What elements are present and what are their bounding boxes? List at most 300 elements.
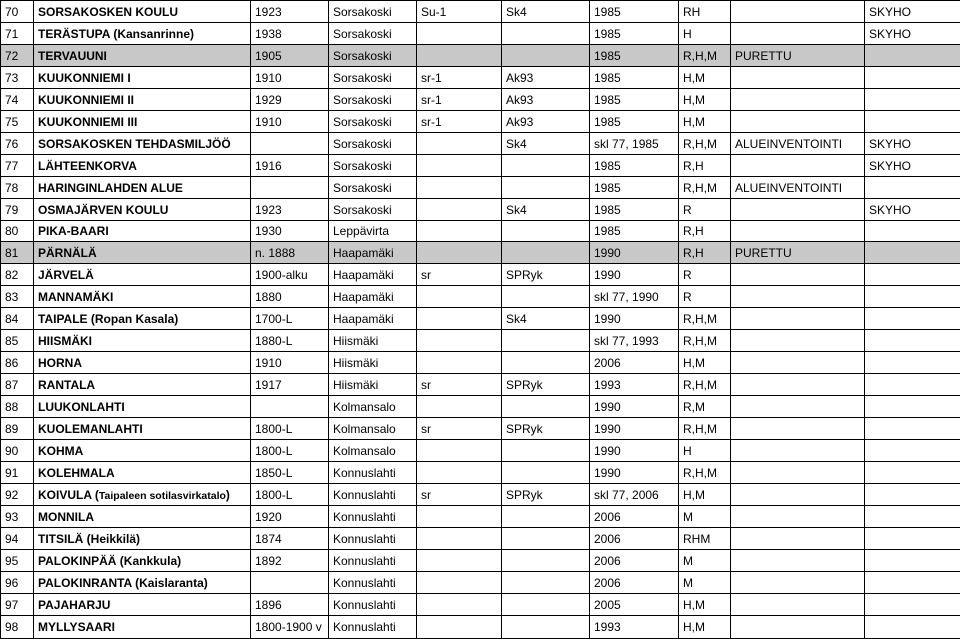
- inventory-type-cell: R: [679, 264, 731, 286]
- table-row: [1, 23, 960, 45]
- row-number-cell: 70: [1, 1, 34, 23]
- inventory-type-cell: R,M: [679, 396, 731, 418]
- inventory-type-cell: R,H,M: [679, 418, 731, 440]
- location-cell: Sorsakoski: [329, 45, 417, 67]
- inventory-type-cell: H,M: [679, 352, 731, 374]
- status-note-cell: [731, 396, 865, 418]
- building-name-cell: [34, 155, 251, 177]
- inventory-type-cell: M: [679, 506, 731, 528]
- survey-year-cell: 1985: [590, 177, 679, 199]
- location-cell: Hiismäki: [329, 352, 417, 374]
- survey-year-cell: 1985: [590, 199, 679, 221]
- inventory-type-cell: R,H,M: [679, 177, 731, 199]
- table-row: [1, 199, 960, 221]
- building-name-text: JÄRVELÄ: [38, 268, 94, 282]
- build-year-cell: 1917: [251, 374, 329, 396]
- protection-cell: SKYHO: [865, 23, 960, 45]
- class-code-cell: [417, 155, 502, 177]
- status-note-cell: [731, 264, 865, 286]
- plan-code-cell: [502, 352, 590, 374]
- building-name-text: KUUKONNIEMI I: [38, 71, 131, 85]
- building-name-cell: [34, 594, 251, 616]
- status-note-cell: [731, 462, 865, 484]
- building-name-cell: [34, 396, 251, 418]
- building-name-text: OSMAJÄRVEN KOULU: [38, 203, 168, 217]
- plan-code-cell: [502, 506, 590, 528]
- protection-cell: [865, 462, 960, 484]
- build-year-cell: 1923: [251, 199, 329, 221]
- plan-code-cell: [502, 221, 590, 242]
- protection-cell: [865, 396, 960, 418]
- building-name-text: MANNAMÄKI: [38, 290, 113, 304]
- building-name-cell: [34, 352, 251, 374]
- inventory-type-cell: H: [679, 440, 731, 462]
- building-name-cell: [34, 484, 251, 506]
- location-cell: Sorsakoski: [329, 155, 417, 177]
- table-row: [1, 352, 960, 374]
- building-name-cell: [34, 67, 251, 89]
- build-year-cell: 1800-L: [251, 418, 329, 440]
- building-name-cell: [34, 133, 251, 155]
- building-name-cell: [34, 111, 251, 133]
- status-note-cell: [731, 440, 865, 462]
- table-row: [1, 111, 960, 133]
- table-row: [1, 308, 960, 330]
- table-row: [1, 616, 960, 639]
- building-name-cell: [34, 45, 251, 67]
- class-code-cell: sr: [417, 264, 502, 286]
- survey-year-cell: 1990: [590, 308, 679, 330]
- row-number-cell: 90: [1, 440, 34, 462]
- building-name-cell: [34, 462, 251, 484]
- build-year-cell: 1896: [251, 594, 329, 616]
- inventory-type-cell: R,H,M: [679, 133, 731, 155]
- protection-cell: SKYHO: [865, 199, 960, 221]
- row-number-cell: 91: [1, 462, 34, 484]
- build-year-cell: 1938: [251, 23, 329, 45]
- location-cell: Sorsakoski: [329, 111, 417, 133]
- building-name-text: KOLEHMALA: [38, 466, 115, 480]
- status-note-cell: [731, 506, 865, 528]
- protection-cell: [865, 286, 960, 308]
- protection-cell: [865, 440, 960, 462]
- class-code-cell: [417, 352, 502, 374]
- inventory-type-cell: R,H: [679, 242, 731, 264]
- row-number-cell: 87: [1, 374, 34, 396]
- plan-code-cell: Sk4: [502, 133, 590, 155]
- build-year-cell: 1929: [251, 89, 329, 111]
- class-code-cell: [417, 133, 502, 155]
- status-note-cell: [731, 330, 865, 352]
- build-year-cell: [251, 396, 329, 418]
- class-code-cell: [417, 440, 502, 462]
- building-name-cell: [34, 616, 251, 639]
- building-name-cell: [34, 330, 251, 352]
- survey-year-cell: 1985: [590, 1, 679, 23]
- building-name-cell: [34, 506, 251, 528]
- table-row: [1, 462, 960, 484]
- building-name-cell: [34, 264, 251, 286]
- building-name-text: KUUKONNIEMI II: [38, 93, 134, 107]
- table-row: [1, 133, 960, 155]
- status-note-cell: [731, 352, 865, 374]
- location-cell: Konnuslahti: [329, 572, 417, 594]
- row-number-cell: 83: [1, 286, 34, 308]
- location-cell: Konnuslahti: [329, 528, 417, 550]
- protection-cell: [865, 418, 960, 440]
- row-number-cell: 84: [1, 308, 34, 330]
- row-number-cell: 88: [1, 396, 34, 418]
- plan-code-cell: Ak93: [502, 89, 590, 111]
- survey-year-cell: 1990: [590, 418, 679, 440]
- build-year-cell: 1910: [251, 67, 329, 89]
- row-number-cell: 76: [1, 133, 34, 155]
- survey-year-cell: skl 77, 1990: [590, 286, 679, 308]
- protection-cell: SKYHO: [865, 1, 960, 23]
- plan-code-cell: [502, 550, 590, 572]
- row-number-cell: 74: [1, 89, 34, 111]
- protection-cell: SKYHO: [865, 155, 960, 177]
- table-row: [1, 264, 960, 286]
- row-number-cell: 85: [1, 330, 34, 352]
- survey-year-cell: 1990: [590, 242, 679, 264]
- location-cell: Haapamäki: [329, 308, 417, 330]
- survey-year-cell: 1985: [590, 111, 679, 133]
- build-year-cell: 1916: [251, 155, 329, 177]
- class-code-cell: [417, 177, 502, 199]
- location-cell: Leppävirta: [329, 221, 417, 242]
- survey-year-cell: 1985: [590, 89, 679, 111]
- build-year-cell: 1880-L: [251, 330, 329, 352]
- build-year-cell: 1892: [251, 550, 329, 572]
- inventory-type-cell: H,M: [679, 89, 731, 111]
- building-name-text: KUOLEMANLAHTI: [38, 422, 143, 436]
- table-row: [1, 45, 960, 67]
- status-note-cell: [731, 616, 865, 639]
- class-code-cell: sr: [417, 374, 502, 396]
- row-number-cell: 73: [1, 67, 34, 89]
- table-row: [1, 572, 960, 594]
- survey-year-cell: 1990: [590, 440, 679, 462]
- inventory-type-cell: R,H,M: [679, 330, 731, 352]
- build-year-cell: [251, 177, 329, 199]
- inventory-type-cell: R,H,M: [679, 374, 731, 396]
- inventory-type-cell: R: [679, 199, 731, 221]
- table-row: [1, 374, 960, 396]
- location-cell: Hiismäki: [329, 374, 417, 396]
- building-name-cell: [34, 550, 251, 572]
- building-name-text: HIISMÄKI: [38, 334, 92, 348]
- build-year-cell: 1920: [251, 506, 329, 528]
- row-number-cell: 97: [1, 594, 34, 616]
- inventory-type-cell: R,H: [679, 155, 731, 177]
- class-code-cell: [417, 572, 502, 594]
- build-year-cell: 1900-alku: [251, 264, 329, 286]
- build-year-cell: 1910: [251, 111, 329, 133]
- protection-cell: [865, 45, 960, 67]
- survey-year-cell: skl 77, 1985: [590, 133, 679, 155]
- building-name-text: HORNA: [38, 356, 82, 370]
- survey-year-cell: 1985: [590, 45, 679, 67]
- survey-year-cell: 1990: [590, 264, 679, 286]
- status-note-cell: [731, 308, 865, 330]
- protection-cell: [865, 242, 960, 264]
- building-name-text: TAIPALE (Ropan Kasala): [38, 312, 178, 326]
- survey-year-cell: 2006: [590, 550, 679, 572]
- status-note-cell: [731, 484, 865, 506]
- row-number-cell: 81: [1, 242, 34, 264]
- protection-cell: [865, 550, 960, 572]
- building-name-cell: [34, 572, 251, 594]
- row-number-cell: 89: [1, 418, 34, 440]
- class-code-cell: sr-1: [417, 67, 502, 89]
- building-name-text: PALOKINRANTA (Kaislaranta): [38, 576, 208, 590]
- building-name-cell: [34, 177, 251, 199]
- inventory-type-cell: H,M: [679, 67, 731, 89]
- inventory-type-cell: R,H,M: [679, 308, 731, 330]
- build-year-cell: 1700-L: [251, 308, 329, 330]
- plan-code-cell: [502, 286, 590, 308]
- plan-code-cell: [502, 242, 590, 264]
- class-code-cell: [417, 330, 502, 352]
- table-row: [1, 550, 960, 572]
- build-year-cell: 1880: [251, 286, 329, 308]
- row-number-cell: 92: [1, 484, 34, 506]
- class-code-cell: sr: [417, 484, 502, 506]
- table-row: [1, 221, 960, 242]
- table-row: [1, 484, 960, 506]
- survey-year-cell: 1985: [590, 221, 679, 242]
- building-name-text: PALOKINPÄÄ (Kankkula): [38, 554, 181, 568]
- building-name-text: KUUKONNIEMI III: [38, 115, 137, 129]
- table-row: [1, 242, 960, 264]
- class-code-cell: [417, 594, 502, 616]
- table-row: [1, 89, 960, 111]
- inventory-type-cell: R,H,M: [679, 45, 731, 67]
- plan-code-cell: Ak93: [502, 111, 590, 133]
- build-year-cell: 1910: [251, 352, 329, 374]
- status-note-cell: [731, 286, 865, 308]
- status-note-cell: [731, 1, 865, 23]
- inventory-type-cell: R: [679, 286, 731, 308]
- building-name-cell: [34, 221, 251, 242]
- protection-cell: [865, 221, 960, 242]
- survey-year-cell: 1993: [590, 616, 679, 639]
- row-number-cell: 95: [1, 550, 34, 572]
- protection-cell: SKYHO: [865, 133, 960, 155]
- survey-year-cell: 2006: [590, 572, 679, 594]
- building-name-text: PÄRNÄLÄ: [38, 246, 97, 260]
- survey-year-cell: 1985: [590, 67, 679, 89]
- build-year-cell: 1905: [251, 45, 329, 67]
- building-name-cell: [34, 23, 251, 45]
- build-year-cell: 1930: [251, 221, 329, 242]
- plan-code-cell: [502, 155, 590, 177]
- build-year-cell: 1874: [251, 528, 329, 550]
- protection-cell: [865, 111, 960, 133]
- row-number-cell: 93: [1, 506, 34, 528]
- table-row: [1, 155, 960, 177]
- plan-code-cell: SPRyk: [502, 418, 590, 440]
- plan-code-cell: [502, 462, 590, 484]
- row-number-cell: 72: [1, 45, 34, 67]
- plan-code-cell: [502, 528, 590, 550]
- class-code-cell: [417, 528, 502, 550]
- location-cell: Sorsakoski: [329, 133, 417, 155]
- row-number-cell: 79: [1, 199, 34, 221]
- table-row: [1, 286, 960, 308]
- status-note-cell: ALUEINVENTOINTI: [731, 133, 865, 155]
- survey-year-cell: 2006: [590, 528, 679, 550]
- building-name-cell: [34, 528, 251, 550]
- building-name-text: KOHMA: [38, 444, 83, 458]
- row-number-cell: 82: [1, 264, 34, 286]
- row-number-cell: 86: [1, 352, 34, 374]
- building-name-text: HARINGINLAHDEN ALUE: [38, 181, 183, 195]
- protection-cell: [865, 67, 960, 89]
- row-number-cell: 75: [1, 111, 34, 133]
- survey-year-cell: 1990: [590, 462, 679, 484]
- table-row: [1, 506, 960, 528]
- protection-cell: [865, 528, 960, 550]
- build-year-cell: [251, 133, 329, 155]
- protection-cell: [865, 572, 960, 594]
- plan-code-cell: SPRyk: [502, 264, 590, 286]
- plan-code-cell: Ak93: [502, 67, 590, 89]
- location-cell: Haapamäki: [329, 286, 417, 308]
- location-cell: Kolmansalo: [329, 396, 417, 418]
- table-row: [1, 528, 960, 550]
- plan-code-cell: Sk4: [502, 1, 590, 23]
- survey-year-cell: 2006: [590, 352, 679, 374]
- building-name-text: MYLLYSAARI: [38, 620, 115, 634]
- building-name-tail: ): [226, 488, 230, 502]
- table-row: [1, 418, 960, 440]
- inventory-type-cell: H,M: [679, 594, 731, 616]
- survey-year-cell: 2006: [590, 506, 679, 528]
- inventory-type-cell: H: [679, 23, 731, 45]
- survey-year-cell: 1990: [590, 396, 679, 418]
- class-code-cell: [417, 242, 502, 264]
- inventory-type-cell: M: [679, 550, 731, 572]
- class-code-cell: [417, 45, 502, 67]
- status-note-cell: [731, 111, 865, 133]
- status-note-cell: [731, 594, 865, 616]
- inventory-type-cell: RHM: [679, 528, 731, 550]
- table-row: [1, 1, 960, 23]
- location-cell: Kolmansalo: [329, 418, 417, 440]
- location-cell: Sorsakoski: [329, 89, 417, 111]
- status-note-cell: [731, 199, 865, 221]
- class-code-cell: [417, 550, 502, 572]
- building-name-cell: [34, 199, 251, 221]
- location-cell: Sorsakoski: [329, 67, 417, 89]
- building-name-text: RANTALA: [38, 378, 95, 392]
- status-note-cell: [731, 155, 865, 177]
- building-name-text: SORSAKOSKEN KOULU: [38, 5, 178, 19]
- table-row: [1, 67, 960, 89]
- survey-year-cell: skl 77, 2006: [590, 484, 679, 506]
- plan-code-cell: [502, 440, 590, 462]
- status-note-cell: [731, 89, 865, 111]
- status-note-cell: [731, 67, 865, 89]
- location-cell: Konnuslahti: [329, 506, 417, 528]
- building-name-text: SORSAKOSKEN TEHDASMILJÖÖ: [38, 137, 231, 151]
- building-name-cell: [34, 1, 251, 23]
- inventory-type-cell: H,M: [679, 111, 731, 133]
- building-name-cell: [34, 440, 251, 462]
- row-number-cell: 78: [1, 177, 34, 199]
- inventory-type-cell: M: [679, 572, 731, 594]
- location-cell: Sorsakoski: [329, 177, 417, 199]
- row-number-cell: 80: [1, 221, 34, 242]
- build-year-cell: [251, 572, 329, 594]
- protection-cell: [865, 177, 960, 199]
- status-note-cell: PURETTU: [731, 242, 865, 264]
- table-row: [1, 330, 960, 352]
- inventory-type-cell: H,M: [679, 484, 731, 506]
- plan-code-cell: [502, 177, 590, 199]
- survey-year-cell: 2005: [590, 594, 679, 616]
- building-name-note: Taipaleen sotilasvirkatalo: [99, 490, 226, 502]
- row-number-cell: 94: [1, 528, 34, 550]
- building-name-text: TERVAUUNI: [38, 49, 107, 63]
- building-name-text: TITSILÄ (Heikkilä): [38, 532, 140, 546]
- class-code-cell: [417, 286, 502, 308]
- class-code-cell: [417, 199, 502, 221]
- building-name-cell: [34, 242, 251, 264]
- row-number-cell: 77: [1, 155, 34, 177]
- location-cell: Haapamäki: [329, 264, 417, 286]
- protection-cell: [865, 484, 960, 506]
- building-name-text: TERÄSTUPA (Kansanrinne): [38, 27, 194, 41]
- status-note-cell: ALUEINVENTOINTI: [731, 177, 865, 199]
- class-code-cell: [417, 506, 502, 528]
- class-code-cell: [417, 462, 502, 484]
- row-number-cell: 98: [1, 616, 34, 639]
- inventory-type-cell: H,M: [679, 616, 731, 639]
- building-name-text: PIKA-BAARI: [38, 224, 109, 238]
- plan-code-cell: Sk4: [502, 199, 590, 221]
- status-note-cell: [731, 528, 865, 550]
- class-code-cell: sr: [417, 418, 502, 440]
- building-name-cell: [34, 374, 251, 396]
- plan-code-cell: SPRyk: [502, 374, 590, 396]
- protection-cell: [865, 352, 960, 374]
- class-code-cell: [417, 23, 502, 45]
- protection-cell: [865, 616, 960, 639]
- class-code-cell: [417, 308, 502, 330]
- location-cell: Sorsakoski: [329, 199, 417, 221]
- protection-cell: [865, 594, 960, 616]
- plan-code-cell: [502, 616, 590, 639]
- plan-code-cell: [502, 23, 590, 45]
- class-code-cell: sr-1: [417, 89, 502, 111]
- build-year-cell: n. 1888: [251, 242, 329, 264]
- table-row: [1, 594, 960, 616]
- building-name-text: KOIVULA (: [38, 488, 99, 502]
- class-code-cell: sr-1: [417, 111, 502, 133]
- build-year-cell: 1800-L: [251, 484, 329, 506]
- plan-code-cell: SPRyk: [502, 484, 590, 506]
- building-name-text: LÄHTEENKORVA: [38, 159, 137, 173]
- plan-code-cell: [502, 330, 590, 352]
- table-row: [1, 177, 960, 199]
- inventory-type-cell: R,H: [679, 221, 731, 242]
- status-note-cell: PURETTU: [731, 45, 865, 67]
- status-note-cell: [731, 572, 865, 594]
- protection-cell: [865, 89, 960, 111]
